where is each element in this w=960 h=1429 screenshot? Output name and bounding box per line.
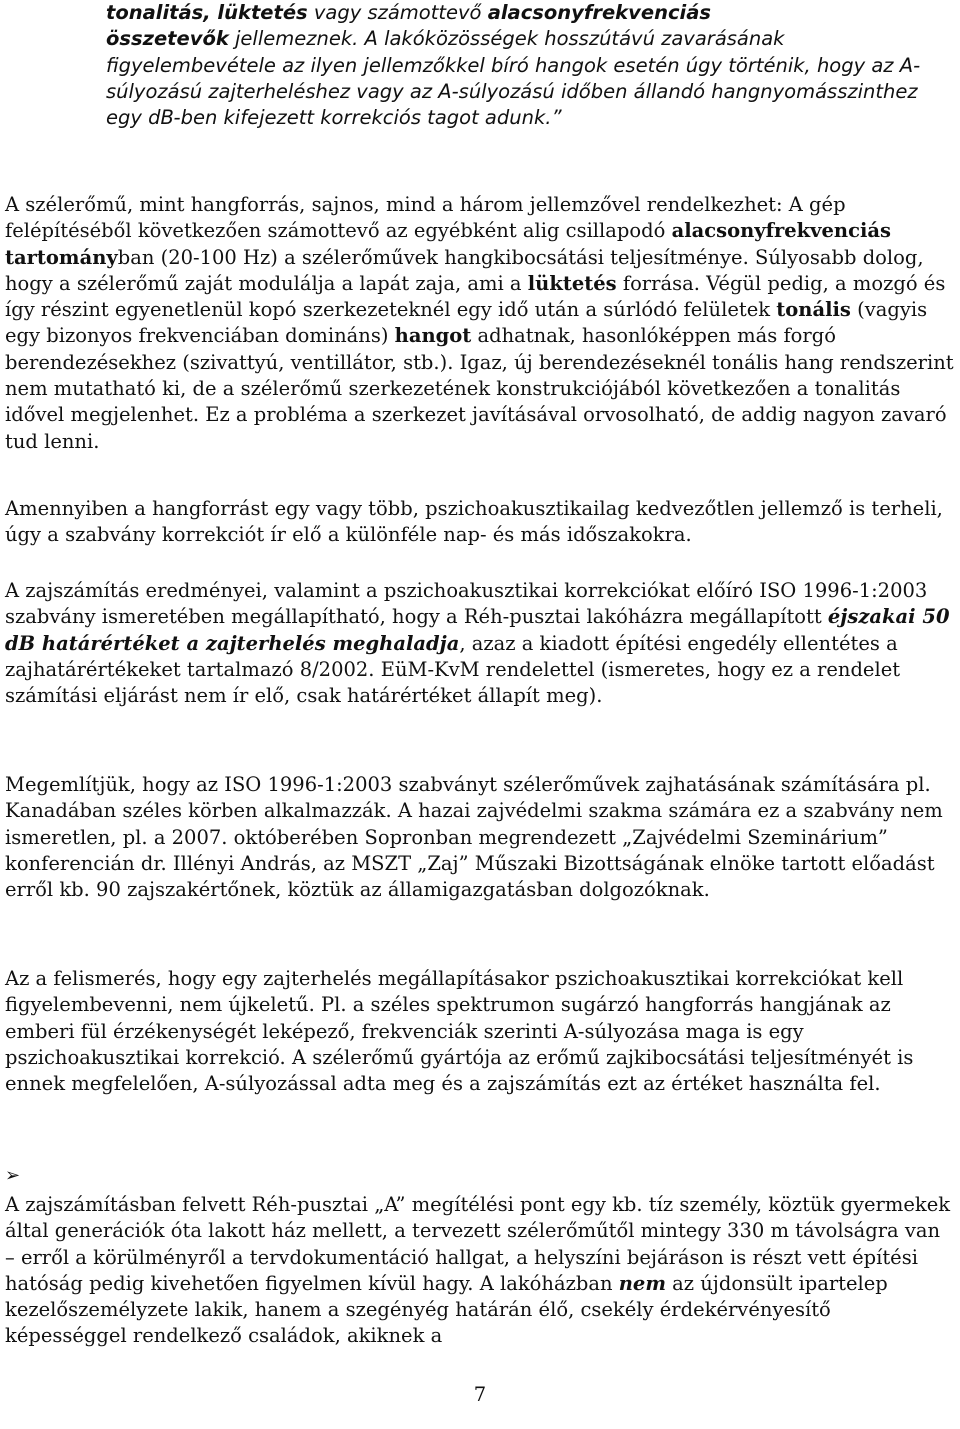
- bold-term: alacsonyfrekvenciás tartomány: [5, 219, 891, 269]
- text-run: jellemeznek. A lakóközösségek hosszútávú zavarásának figyelembevétele az ilyen jellemzőkkel bíró hangok esetén úgy történik, hogy az A-súlyozású zajterheléshez vagy az A-súlyozású időben állandó hangnyomásszinthez egy dB-ben kifejezett korrekciós tagot adunk.”: [106, 27, 921, 130]
- bold-italic-term: alacsonyfrekvenciás: [487, 1, 711, 24]
- paragraph-correction: [5, 496, 955, 549]
- text-run: adhatnak, hasonlóképpen más forgó berendezésekhez (szivattyú, ventillátor, stb.). Igaz, új berendezéseknél tonális hang rendszerint nem mutatható ki, de a szélerőmű szerkezetének konstrukciójából következően a tonalitás idővel megjelenhet. Ez a probléma a szerkezet javításával orvosolható, de addig nagyon zavaró tud lenni.: [5, 324, 954, 453]
- text-run: Megemlítjük, hogy az ISO 1996-1:2003 szabványt szélerőművek zajhatásának számítására pl. Kanadában széles körben alkalmazzák. A hazai zajvédelmi szakma számára ez a szabvány nem ismeretlen, pl. a 2007. októberében Sopronban megrendezett „Zajvédelmi Szeminárium” konferencián dr. Illényi András, az MSZT „Zaj” Műszaki Bizottságának elnöke tartott előadást erről kb. 90 zajszakértőnek, köztük az államigazgatásban dolgozóknak.: [5, 773, 943, 902]
- text-run: Az a felismerés, hogy egy zajterhelés megállapításakor pszichoakusztikai korrekciókat kell figyelembevenni, nem újkeletű. Pl. a széles spektrumon sugárzó hangforrás hangjának az emberi fül érzékenységét leképező, frekvenciák szerinti A-súlyozása maga is egy pszichoakusztikai korrekció. A szélerőmű gyártója az erőmű zajkibocsátási teljesítményét is ennek megfelelően, A-súlyozással adta meg és a zajszámítás ezt az értéket használta fel.: [5, 967, 914, 1096]
- text-run: vagy számottevő: [307, 1, 488, 24]
- paragraph-noise-characteristics: [5, 192, 955, 455]
- bold-term: hangot: [394, 324, 472, 348]
- page-number: 7: [473, 1383, 487, 1406]
- paragraph-assessment-point: [5, 1192, 955, 1350]
- bold-italic-term: tonalitás, lüktetés: [106, 1, 308, 24]
- text-run: (vagyis egy bizonyos frekvenciában domináns): [5, 298, 928, 348]
- quoted-paragraph: [106, 0, 926, 131]
- text-run: A zajszámítás eredményei, valamint a pszichoakusztikai korrekciókat előíró ISO 1996-1:2003 szabvány ismeretében megállapítható, hogy a Réh-pusztai lakóházra megállapított: [5, 579, 928, 629]
- text-run: A szélerőmű, mint hangforrás, sajnos, mind a három jellemzővel rendelkezhet: A gép felépítéséből következően számottevő az egyébként alig csillapodó: [5, 193, 846, 243]
- text-run: Amennyiben a hangforrást egy vagy több, pszichoakusztikailag kedvezőtlen jellemző is terheli, úgy a szabvány korrekciót ír elő a különféle nap- és más időszakokra.: [5, 497, 943, 547]
- bold-italic-emphasis: éjszakai 50 dB határértéket a zajterhelés meghaladja: [5, 605, 950, 655]
- arrow-bullet-icon: ➢: [5, 1165, 21, 1186]
- paragraph-iso-standard: [5, 772, 955, 903]
- text-run: A zajszámításban felvett Réh-pusztai „A” megítélési pont egy kb. tíz személy, köztük gyermekek által generációk óta lakott ház mellett, a tervezett szélerőműtől mintegy 330 m távolságra van – erről a körülményről a tervdokumentáció hallgat, a helyszíni bejáráson is részt vett építési hatóság pedig kivehetően figyelmen kívül hagy. A lakóházban: [5, 1193, 951, 1295]
- text-run: forrása. Végül pedig, a mozgó és így részint egyenetlenül kopó szerkezeteknél egy idő után a súrlódó felületek: [5, 271, 946, 322]
- bold-term: lüktetés: [527, 271, 617, 295]
- bold-italic-term: összetevők: [106, 27, 229, 51]
- bold-italic-emphasis: nem: [618, 1271, 666, 1295]
- text-run: ban (20-100 Hz) a szélerőművek hangkibocsátási teljesítménye. Súlyosabb dolog, hogy a szélerőmű zaját modulálja a lapát zaja, ami a: [5, 245, 924, 295]
- text-run: az újdonsült ipartelep kezelőszemélyzete lakik, hanem a szegényég határán élő, csekély érdekérvényesítő képességgel rendelkező családok, akiknek a: [5, 1271, 888, 1348]
- paragraph-results: [5, 578, 955, 709]
- paragraph-recognition: [5, 966, 955, 1097]
- bold-term: tonális: [776, 298, 851, 322]
- text-run: , azaz a kiadott építési engedély ellentétes a zajhatárértékeket tartalmazó 8/2002. EüM-KvM rendelettel (ismeretes, hogy ez a rendelet számítási eljárást nem ír elő, csak határértéket állapít meg).: [5, 631, 901, 708]
